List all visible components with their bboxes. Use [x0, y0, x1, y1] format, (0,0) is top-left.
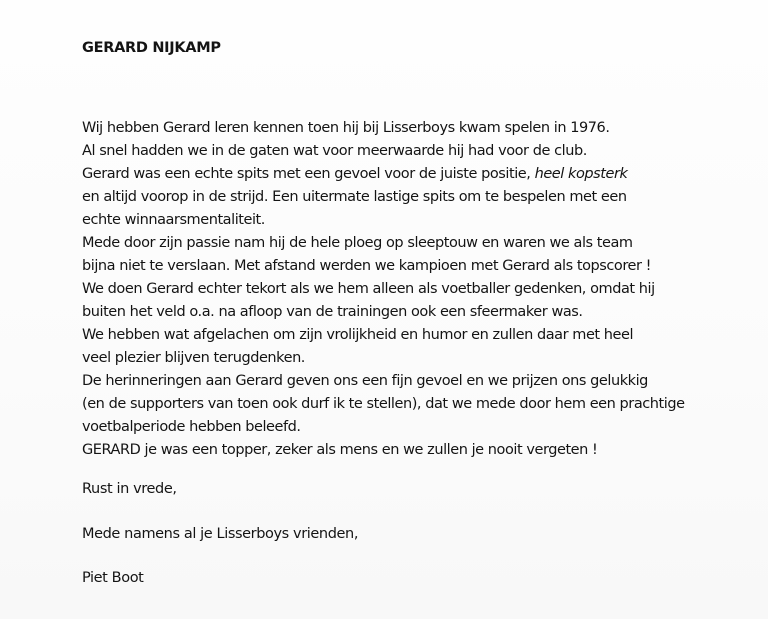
body-line-7: bijna niet te verslaan. Met afstand werden we kampioen met Gerard als topscorer !	[82, 258, 652, 274]
body-line-10: We hebben wat afgelachen om zijn vrolijkheid en humor en zullen daar met heel	[82, 327, 634, 343]
body-line-5: echte winnaarsmentaliteit.	[82, 212, 265, 228]
body-line-8: We doen Gerard echter tekort als we hem alleen als voetballer gedenken, omdat hij	[82, 281, 655, 297]
body-line-13: (en de supporters van toen ook durf ik te stellen), dat we mede door hem een prachtige	[82, 396, 685, 412]
body-line-3-regular: Gerard was een echte spits met een gevoel voor de juiste positie,	[82, 166, 535, 182]
body-line-12: De herinneringen aan Gerard geven ons een fijn gevoel en we prijzen ons gelukkig	[82, 373, 648, 389]
body-line-3-italic: heel kopsterk	[534, 166, 628, 182]
letter-title: GERARD NIJKAMP	[82, 40, 221, 56]
body-line-11: veel plezier blijven terugdenken.	[82, 350, 305, 366]
body-line-15: GERARD je was een topper, zeker als mens en we zullen je nooit vergeten !	[82, 442, 598, 458]
body-line-14: voetbalperiode hebben beleefd.	[82, 419, 301, 435]
letter-body	[82, 117, 762, 462]
signature: Piet Boot	[82, 570, 144, 586]
body-line-6: Mede door zijn passie nam hij de hele ploeg op sleeptouw en waren we als team	[82, 235, 633, 251]
farewell-line: Rust in vrede,	[82, 481, 177, 497]
body-line-4: en altijd voorop in de strijd. Een uitermate lastige spits om te bespelen met een	[82, 189, 627, 205]
on-behalf-line: Mede namens al je Lisserboys vrienden,	[82, 526, 359, 542]
body-line-1: Wij hebben Gerard leren kennen toen hij bij Lisserboys kwam spelen in 1976.	[82, 120, 610, 136]
body-line-9: buiten het veld o.a. na afloop van de trainingen ook een sfeermaker was.	[82, 304, 583, 320]
body-line-3	[82, 163, 762, 186]
body-line-2: Al snel hadden we in de gaten wat voor meerwaarde hij had voor de club.	[82, 143, 587, 159]
